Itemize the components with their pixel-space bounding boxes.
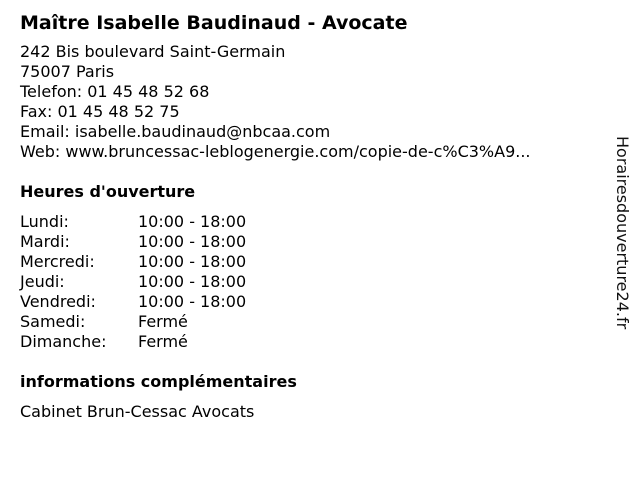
day-label: Vendredi:: [20, 292, 96, 311]
hours-row-friday: [20, 292, 600, 312]
day-label: Samedi:: [20, 312, 86, 331]
day-label: Mercredi:: [20, 252, 95, 271]
day-label: Mardi:: [20, 232, 70, 251]
additional-info-text: Cabinet Brun-Cessac Avocats: [20, 402, 255, 421]
hours-row-tuesday: [20, 232, 600, 252]
fax-number: Fax: 01 45 48 52 75: [20, 102, 180, 121]
day-hours: 10:00 - 18:00: [138, 272, 247, 291]
phone-number[interactable]: Telefon: 01 45 48 52 68: [20, 82, 210, 101]
address-street: 242 Bis boulevard Saint-Germain: [20, 42, 286, 61]
hours-row-wednesday: [20, 252, 600, 272]
hours-row-saturday: [20, 312, 600, 332]
day-hours: 10:00 - 18:00: [138, 252, 247, 271]
day-hours: Fermé: [138, 332, 188, 351]
day-hours: 10:00 - 18:00: [138, 292, 247, 311]
hours-row-thursday: [20, 272, 600, 292]
day-hours: 10:00 - 18:00: [138, 232, 247, 251]
day-label: Lundi:: [20, 212, 69, 231]
hours-row-monday: [20, 212, 600, 232]
email-address[interactable]: Email: isabelle.baudinaud@nbcaa.com: [20, 122, 331, 141]
day-label: Jeudi:: [20, 272, 65, 291]
additional-info-heading: informations complémentaires: [20, 372, 297, 391]
day-hours: 10:00 - 18:00: [138, 212, 247, 231]
day-hours: Fermé: [138, 312, 188, 331]
business-card: [20, 10, 600, 422]
address-city: 75007 Paris: [20, 62, 115, 81]
website-link[interactable]: Web: www.bruncessac-leblogenergie.com/copie-de-c%C3%A9...: [20, 142, 531, 161]
opening-hours-table: [20, 212, 600, 352]
business-title: Maître Isabelle Baudinaud - Avocate: [20, 12, 408, 34]
contact-info: [20, 42, 600, 162]
hours-row-sunday: [20, 332, 600, 352]
site-brand-vertical: Horairesdouverture24.fr: [613, 136, 632, 330]
day-label: Dimanche:: [20, 332, 107, 351]
opening-hours-heading: Heures d'ouverture: [20, 182, 196, 201]
